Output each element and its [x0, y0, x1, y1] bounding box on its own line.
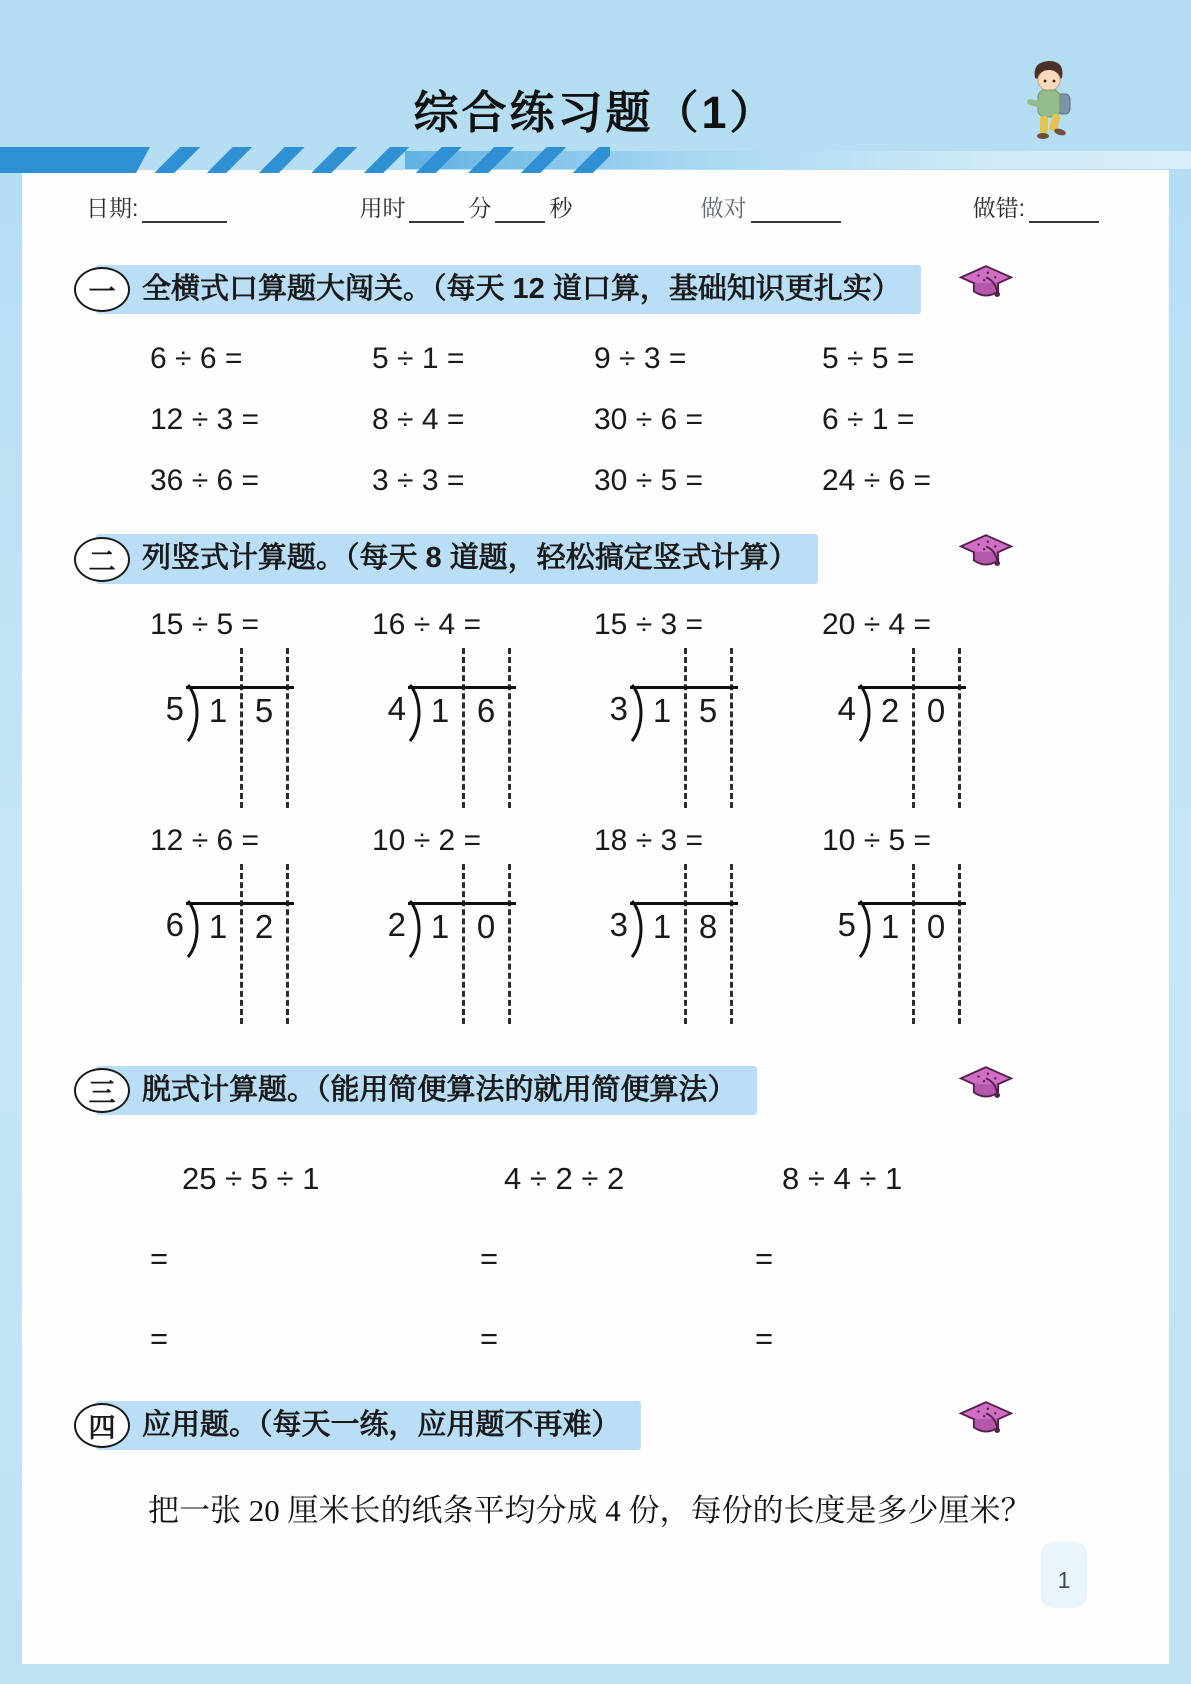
walking-boy-icon: [1013, 56, 1087, 150]
dividend-digit: 5: [254, 691, 274, 729]
ribbon-solid-segment: [0, 147, 150, 173]
time-label: 用时: [359, 195, 406, 221]
page-number-value: 1: [1057, 1567, 1071, 1593]
stepwise-problem: 4 ÷ 2 ÷ 2: [504, 1161, 625, 1197]
dividend-digit: 6: [476, 691, 496, 729]
long-division-divisor: 2: [387, 905, 406, 943]
oral-problem: 9 ÷ 3 =: [594, 342, 687, 376]
word-problem-text: 把一张 20 厘米长的纸条平均分成 4 份，每份的长度是多少厘米？: [148, 1493, 1032, 1529]
oral-problem: 3 ÷ 3 =: [372, 464, 465, 498]
meta-row: [22, 170, 1169, 223]
long-division-divisor: 3: [609, 689, 628, 727]
oral-problem: 30 ÷ 5 =: [594, 464, 704, 498]
oral-problem: 8 ÷ 4 =: [372, 403, 465, 437]
section-3-header: [22, 1066, 1169, 1115]
boy-eye: [1044, 80, 1047, 83]
section-2-equations-row-1: [140, 608, 1169, 642]
equals-sign: =: [480, 1321, 499, 1357]
oral-problem: 36 ÷ 6 =: [150, 464, 260, 498]
long-division-vinculum: [408, 686, 516, 689]
section-1-title: 全横式口算题大闯关。（每天 12 道口算，基础知识更扎实）: [96, 265, 921, 314]
long-division-divisor: 5: [165, 689, 184, 727]
section-3-title: 脱式计算题。（能用简便算法的就用简便算法）: [96, 1066, 757, 1115]
long-division-vinculum: [408, 902, 516, 905]
dividend-digit: 2: [880, 691, 900, 729]
long-division-frame: [362, 862, 584, 1026]
section-3-problems: [182, 1161, 1169, 1197]
section-2-header: [22, 534, 1169, 583]
seconds-blank-line: [495, 201, 545, 223]
long-division-divisor: 6: [165, 905, 184, 943]
place-value-dashed-line: [508, 648, 511, 808]
vertical-problem-equation: 16 ÷ 4 =: [372, 607, 482, 641]
place-value-dashed-line: [286, 648, 289, 808]
boy-leg: [1040, 116, 1048, 134]
long-division-vinculum: [186, 686, 294, 689]
dividend-digit: 0: [926, 691, 946, 729]
equals-sign: =: [150, 1321, 169, 1357]
vertical-problem-equation: 10 ÷ 5 =: [822, 823, 932, 857]
section-4-header: [22, 1401, 1169, 1450]
graduation-cap-icon: [958, 532, 1014, 572]
dividend-digit: 1: [208, 691, 228, 729]
section-4-number-badge: 四: [74, 1403, 130, 1448]
dividend-digit: 1: [652, 691, 672, 729]
long-division-vinculum: [630, 686, 738, 689]
vertical-problem-equation: 10 ÷ 2 =: [372, 823, 482, 857]
section-3-equals-row-1: [150, 1241, 1169, 1277]
place-value-dashed-line: [508, 864, 511, 1024]
vertical-problem-equation: 18 ÷ 3 =: [594, 823, 704, 857]
oral-problem: 5 ÷ 5 =: [822, 342, 915, 376]
wrong-count-field: [973, 190, 1103, 223]
vertical-problem-equation: 20 ÷ 4 =: [822, 607, 932, 641]
date-blank-line: [142, 201, 227, 223]
graduation-cap-icon: [958, 1064, 1014, 1104]
long-division-divisor: 4: [837, 689, 856, 727]
place-value-dashed-line: [730, 864, 733, 1024]
place-value-dashed-line: [286, 864, 289, 1024]
graduation-cap-icon: [958, 263, 1014, 303]
section-1-header: [22, 265, 1169, 314]
long-division-frame: [584, 646, 812, 810]
dividend-digit: 1: [430, 907, 450, 945]
place-value-dashed-line: [958, 648, 961, 808]
date-field: [86, 190, 231, 223]
long-division-frame: [140, 862, 362, 1026]
correct-blank-line: [751, 201, 841, 223]
oral-problem: 6 ÷ 1 =: [822, 403, 915, 437]
oral-problem: 6 ÷ 6 =: [150, 342, 243, 376]
dividend-digit: 1: [430, 691, 450, 729]
section-3-number-badge: 三: [74, 1068, 130, 1113]
page-number: [1041, 1542, 1087, 1608]
boy-shoe: [1037, 133, 1049, 139]
vertical-problem-equation: 15 ÷ 5 =: [150, 607, 260, 641]
oral-problem: 30 ÷ 6 =: [594, 403, 704, 437]
long-division-vinculum: [186, 902, 294, 905]
section-3-equals-row-2: [150, 1321, 1169, 1357]
stepwise-problem: 25 ÷ 5 ÷ 1: [182, 1161, 320, 1197]
wrong-blank-line: [1029, 201, 1099, 223]
vertical-problem-equation: 15 ÷ 3 =: [594, 607, 704, 641]
correct-label: 做对: [700, 195, 747, 221]
dividend-digit: 8: [698, 907, 718, 945]
long-division-divisor: 5: [837, 905, 856, 943]
long-division-frame: [812, 646, 1052, 810]
section-2-number-badge: 二: [74, 537, 130, 582]
seconds-label: 秒: [549, 195, 573, 221]
long-division-vinculum: [858, 686, 966, 689]
worksheet-body: [22, 170, 1169, 1664]
boy-eye: [1053, 80, 1056, 83]
dividend-digit: 5: [698, 691, 718, 729]
minutes-label: 分: [468, 195, 492, 221]
long-division-divisor: 3: [609, 905, 628, 943]
long-division-vinculum: [858, 902, 966, 905]
section-4-title: 应用题。（每天一练，应用题不再难）: [96, 1401, 641, 1450]
section-2-longdiv-row-1: [140, 646, 1169, 810]
place-value-dashed-line: [958, 864, 961, 1024]
boy-jacket: [1038, 90, 1060, 117]
long-division-frame: [362, 646, 584, 810]
dividend-digit: 1: [208, 907, 228, 945]
dividend-digit: 1: [880, 907, 900, 945]
equals-sign: =: [150, 1241, 169, 1277]
oral-problem: 24 ÷ 6 =: [822, 464, 932, 498]
oral-problem: 5 ÷ 1 =: [372, 342, 465, 376]
long-division-frame: [584, 862, 812, 1026]
section-2-longdiv-row-2: [140, 862, 1169, 1026]
long-division-divisor: 4: [387, 689, 406, 727]
equals-sign: =: [480, 1241, 499, 1277]
section-1-problems: [140, 342, 1169, 498]
dividend-digit: 0: [476, 907, 496, 945]
date-label: 日期:: [86, 195, 139, 221]
vertical-problem-equation: 12 ÷ 6 =: [150, 823, 260, 857]
decorative-ribbon: [0, 147, 1191, 173]
correct-count-field: [701, 190, 845, 223]
section-1-number-badge: 一: [74, 267, 130, 312]
section-2-title: 列竖式计算题。（每天 8 道题，轻松搞定竖式计算）: [96, 534, 818, 583]
page-title: 综合练习题（1）: [413, 87, 778, 138]
dividend-digit: 0: [926, 907, 946, 945]
dividend-digit: 2: [254, 907, 274, 945]
equals-sign: =: [755, 1241, 774, 1277]
place-value-dashed-line: [730, 648, 733, 808]
section-2-equations-row-2: [140, 824, 1169, 858]
ribbon-stripes: [128, 147, 610, 173]
long-division-vinculum: [630, 902, 738, 905]
graduation-cap-icon: [958, 1399, 1014, 1439]
wrong-label: 做错:: [972, 195, 1025, 221]
long-division-frame: [140, 646, 362, 810]
dividend-digit: 1: [652, 907, 672, 945]
oral-problem: 12 ÷ 3 =: [150, 403, 260, 437]
time-field: [359, 190, 572, 223]
stepwise-problem: 8 ÷ 4 ÷ 1: [782, 1161, 903, 1197]
equals-sign: =: [755, 1321, 774, 1357]
minutes-blank-line: [409, 201, 464, 223]
long-division-frame: [812, 862, 1052, 1026]
